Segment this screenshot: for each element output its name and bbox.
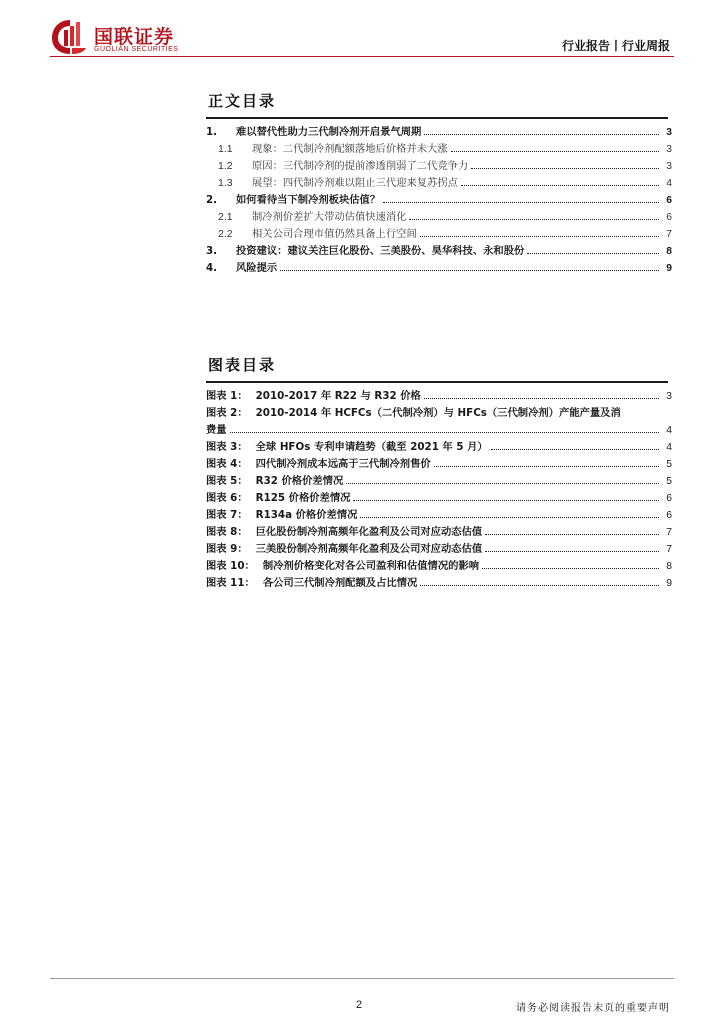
dot-leader	[383, 202, 659, 203]
figure-entry[interactable]	[206, 555, 672, 572]
toc-entry-title: 相关公司合理市值仍然具备上行空间	[252, 228, 417, 240]
dot-leader	[461, 185, 659, 186]
footer-disclaimer: 请务必阅读报告末页的重要声明	[516, 1003, 670, 1014]
logo-text-en: GUOLIAN SECURITIES	[94, 46, 179, 53]
figure-entry-label: 图表 11：	[206, 577, 255, 589]
dot-leader	[346, 483, 659, 484]
figure-entry-page: 7	[666, 527, 672, 538]
figure-entry-page: 9	[666, 578, 672, 589]
figure-entry-title: 全球 HFOs 专利申请趋势（截至 2021 年 5 月）	[255, 441, 488, 453]
figure-entry[interactable]	[206, 436, 672, 453]
toc-entry[interactable]	[206, 138, 672, 155]
header-divider	[50, 56, 674, 57]
footer-divider	[50, 978, 674, 979]
figure-entry-label: 图表 1：	[206, 390, 248, 402]
figure-entry[interactable]	[206, 402, 672, 419]
toc-entry-page: 4	[666, 178, 672, 189]
figure-entry-page: 7	[666, 544, 672, 555]
dot-leader	[527, 253, 659, 254]
toc-entry-number: 1.2	[218, 160, 233, 172]
figure-entry-title: 各公司三代制冷剂配额及占比情况	[262, 577, 418, 589]
toc-entry[interactable]	[206, 206, 672, 223]
toc-entry-number: 2.	[206, 194, 218, 206]
figure-entry-label: 图表 9：	[206, 543, 248, 555]
figure-entry-page: 3	[666, 391, 672, 402]
figure-entry-continued[interactable]	[206, 419, 672, 436]
figure-entry-page: 4	[666, 425, 672, 436]
figure-entry[interactable]	[206, 487, 672, 504]
dot-leader	[409, 219, 659, 220]
toc-entry[interactable]	[206, 257, 672, 274]
toc-entry[interactable]	[206, 121, 672, 138]
figure-entry-page: 6	[666, 493, 672, 504]
figure-entry-label: 图表 6：	[206, 492, 248, 504]
figure-entry-title: R134a 价格价差情况	[255, 509, 358, 521]
toc-entry-number: 1.3	[218, 177, 233, 189]
toc-entry-title: 制冷剂价差扩大带动估值快速消化	[252, 211, 407, 223]
toc-entry-page: 9	[666, 263, 672, 274]
dot-leader	[491, 449, 659, 450]
figure-entry-page: 6	[666, 510, 672, 521]
figure-entry-title: R125 价格价差情况	[255, 492, 351, 504]
dot-leader	[420, 585, 659, 586]
page-header	[0, 0, 724, 60]
toc-entry[interactable]	[206, 240, 672, 257]
figure-entry-page: 5	[666, 476, 672, 487]
figure-entry-label: 图表 2：	[206, 407, 248, 419]
dot-leader	[485, 551, 659, 552]
toc-title: 正文目录	[208, 92, 277, 110]
figure-entry-label: 图表 10：	[206, 560, 255, 572]
figure-entry-page: 4	[666, 442, 672, 453]
toc-entry-title: 如何看待当下制冷剂板块估值？	[236, 194, 381, 206]
dot-leader	[230, 432, 659, 433]
report-type-label: 行业报告丨行业周报	[561, 39, 670, 53]
toc-entry-number: 1.1	[218, 143, 233, 155]
figures-list	[206, 385, 672, 589]
guolian-logo-icon	[50, 18, 90, 56]
toc-entry-page: 3	[666, 144, 672, 155]
figure-entry-label: 图表 3：	[206, 441, 248, 453]
figure-entry-page: 5	[666, 459, 672, 470]
dot-leader	[471, 168, 659, 169]
toc-entry-title: 现象：二代制冷剂配额落地后价格并未大涨	[252, 143, 448, 155]
dot-leader	[424, 398, 659, 399]
figure-entry-label: 图表 7：	[206, 509, 248, 521]
dot-leader	[451, 151, 659, 152]
toc-entry-page: 8	[666, 246, 672, 257]
toc-entry-title: 投资建议：建议关注巨化股份、三美股份、昊华科技、永和股份	[236, 245, 525, 257]
figure-entry[interactable]	[206, 538, 672, 555]
figure-entry[interactable]	[206, 470, 672, 487]
logo-text-cn: 国联证券	[94, 26, 175, 48]
page-number: 2	[356, 999, 363, 1011]
figure-entry-label: 图表 5：	[206, 475, 248, 487]
figure-entry[interactable]	[206, 504, 672, 521]
figure-entry[interactable]	[206, 572, 672, 589]
toc-entry[interactable]	[206, 155, 672, 172]
figures-title: 图表目录	[208, 356, 277, 374]
figure-entry-title-continued: 费量	[206, 424, 227, 436]
figures-title-rule	[206, 381, 668, 383]
toc-entry-page: 3	[666, 127, 672, 138]
dot-leader	[360, 517, 659, 518]
toc-title-rule	[206, 117, 668, 119]
toc-entry[interactable]	[206, 172, 672, 189]
toc-entry-page: 6	[666, 195, 672, 206]
figure-entry[interactable]	[206, 521, 672, 538]
toc-entry[interactable]	[206, 223, 672, 240]
toc-list	[206, 121, 672, 274]
dot-leader	[482, 568, 659, 569]
figure-entry-title: R32 价格价差情况	[255, 475, 344, 487]
toc-entry-title: 难以替代性助力三代制冷剂开启景气周期	[236, 126, 422, 138]
company-logo	[50, 18, 190, 58]
figure-entry-title: 巨化股份制冷剂高频年化盈利及公司对应动态估值	[255, 526, 483, 538]
figure-entry-title: 三美股份制冷剂高频年化盈利及公司对应动态估值	[255, 543, 483, 555]
dot-leader	[424, 134, 659, 135]
figure-entry-label: 图表 4：	[206, 458, 248, 470]
toc-entry-page: 3	[666, 161, 672, 172]
figure-entry[interactable]	[206, 385, 672, 402]
dot-leader	[485, 534, 659, 535]
toc-entry-number: 4.	[206, 262, 218, 274]
toc-entry-number: 3.	[206, 245, 218, 257]
toc-entry-page: 6	[666, 212, 672, 223]
toc-entry-number: 2.2	[218, 228, 233, 240]
figure-entry-title: 2010-2017 年 R22 与 R32 价格	[255, 390, 421, 402]
dot-leader	[353, 500, 659, 501]
figure-entry-title: 2010-2014 年 HCFCs（二代制冷剂）与 HFCs（三代制冷剂）产能产量及消	[255, 407, 621, 419]
toc-entry-title: 展望：四代制冷剂难以阻止三代迎来复苏拐点	[252, 177, 458, 189]
toc-entry-number: 2.1	[218, 211, 233, 223]
figure-entry-title: 制冷剂价格变化对各公司盈利和估值情况的影响	[262, 560, 480, 572]
figure-entry[interactable]	[206, 453, 672, 470]
toc-entry-title: 原因：三代制冷剂的提前渗透削弱了二代竞争力	[252, 160, 469, 172]
toc-entry-page: 7	[666, 229, 672, 240]
dot-leader	[420, 236, 659, 237]
figure-entry-label: 图表 8：	[206, 526, 248, 538]
toc-entry-title: 风险提示	[236, 262, 278, 274]
dot-leader	[280, 270, 659, 271]
toc-entry[interactable]	[206, 189, 672, 206]
dot-leader	[434, 466, 659, 467]
figure-entry-title: 四代制冷剂成本远高于三代制冷剂售价	[255, 458, 431, 470]
toc-entry-number: 1.	[206, 126, 218, 138]
figure-entry-page: 8	[666, 561, 672, 572]
